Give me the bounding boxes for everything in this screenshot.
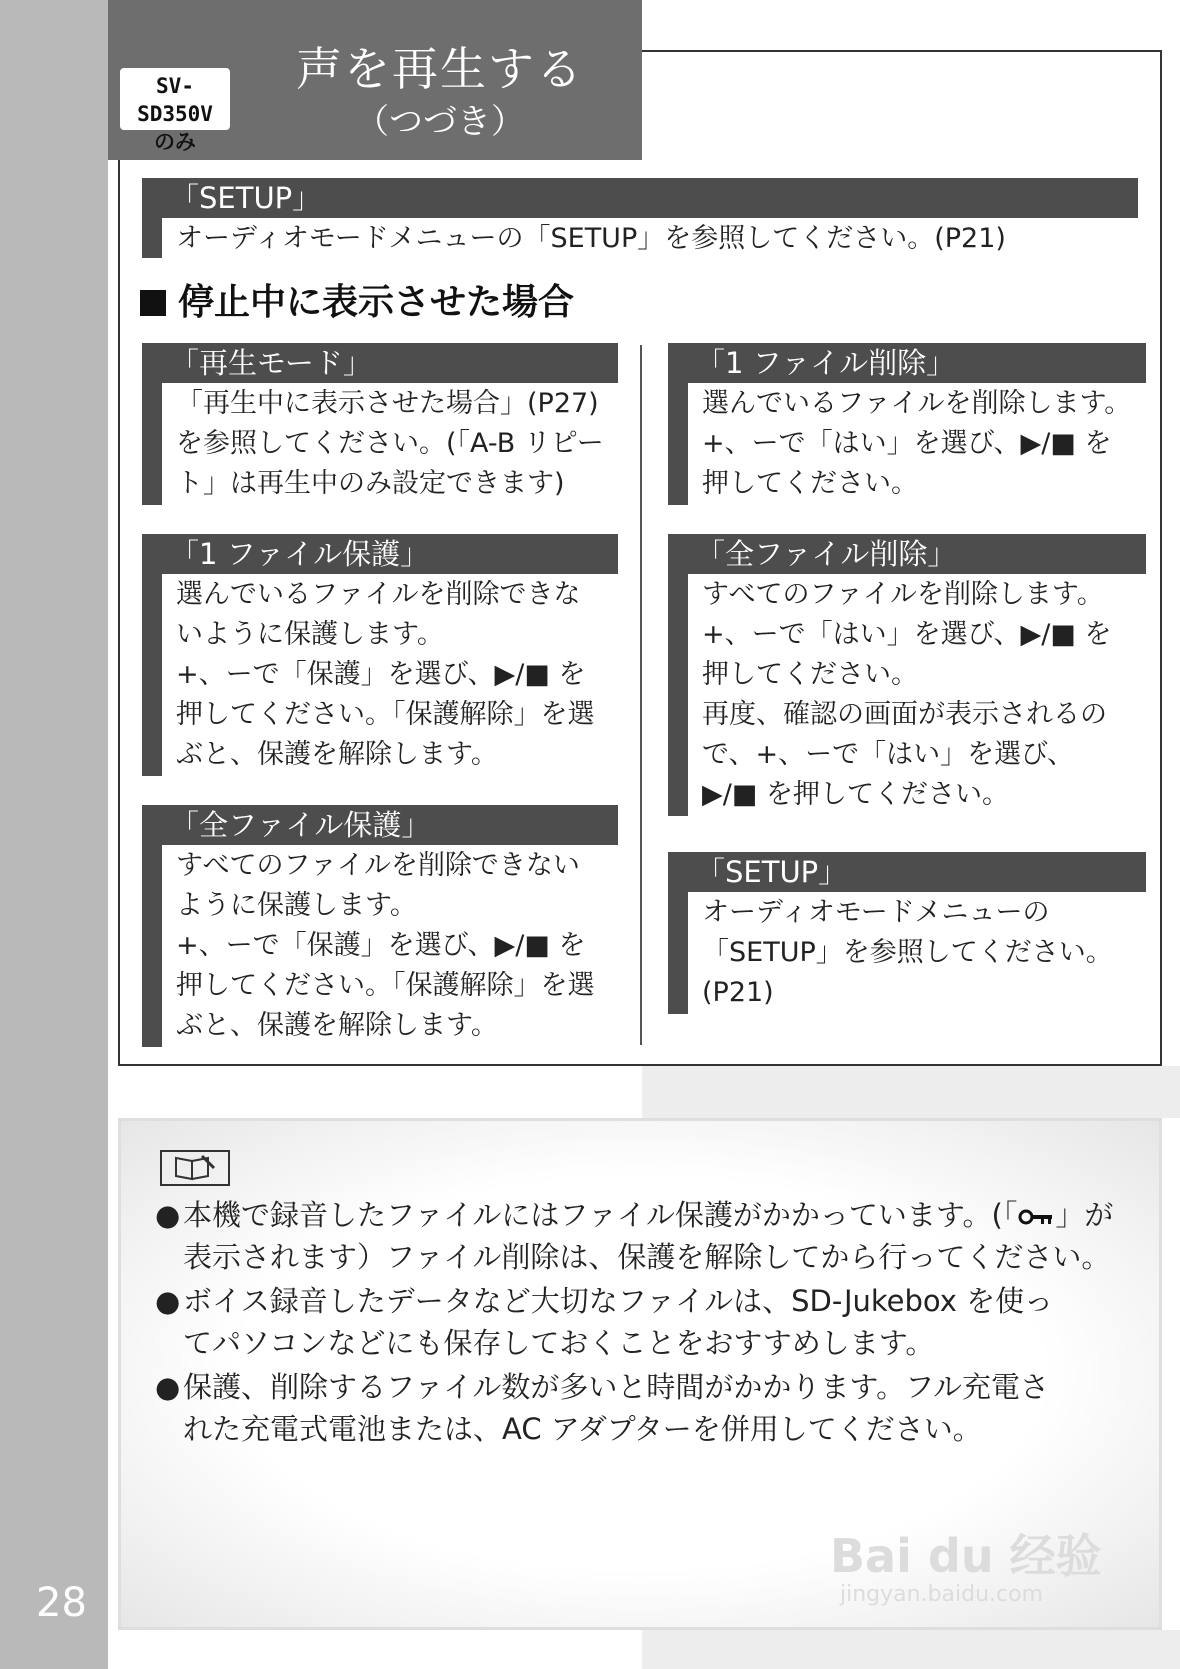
note-text: 保護、削除するファイル数が多いと時間がかかります。フル充電さ xyxy=(183,1370,1049,1404)
body-line: オーディオモードメニューの xyxy=(702,897,1050,928)
section-body-all-file-protect xyxy=(176,846,595,1046)
square-bullet-icon xyxy=(140,290,166,316)
note-text: れた充電式電池または、AC アダプターを併用してください。 xyxy=(183,1412,982,1446)
section-heading-play-mode: 「再生モード」 xyxy=(142,343,618,383)
section-heading-setup-right: 「SETUP」 xyxy=(668,852,1146,892)
bullet-icon: ● xyxy=(155,1198,181,1232)
column-divider xyxy=(640,345,642,1045)
model-badge xyxy=(120,68,230,154)
section-body-play-mode xyxy=(176,384,604,504)
background-patch xyxy=(642,0,1180,50)
body-line: ように保護します。 xyxy=(176,890,417,921)
note-text: 本機で録音したファイルにはファイル保護がかかっています。(「 xyxy=(183,1198,1018,1232)
bullet-icon: ● xyxy=(155,1370,181,1404)
body-line: +、ーで「保護」を選び、▶/■ を xyxy=(176,659,586,690)
section-bar xyxy=(668,892,688,1014)
body-line: 押してください。「保護解除」を選 xyxy=(176,970,595,1001)
background-patch xyxy=(642,1630,1180,1669)
section-bar xyxy=(142,218,162,258)
page-number: 28 xyxy=(36,1580,87,1626)
body-line: ▶/■ を押してください。 xyxy=(702,779,1009,810)
note-item xyxy=(155,1366,1049,1450)
body-line: 再度、確認の画面が表示されるの xyxy=(702,699,1107,730)
body-line: ぶと、保護を解除します。 xyxy=(176,1010,498,1041)
section-body-one-file-delete xyxy=(702,384,1131,504)
body-line: 押してください。 xyxy=(702,468,918,499)
section-bar xyxy=(668,383,688,505)
body-line: 「SETUP」を参照してください。 xyxy=(702,937,1113,968)
body-line: (P21) xyxy=(702,977,774,1008)
note-text: てパソコンなどにも保存しておくことをおすすめします。 xyxy=(183,1326,935,1360)
body-line: 選んでいるファイルを削除できな xyxy=(176,579,581,610)
body-line: すべてのファイルを削除できない xyxy=(176,850,580,881)
stopped-heading xyxy=(140,274,574,325)
section-bar xyxy=(142,574,162,776)
section-body-setup-top xyxy=(176,219,1006,259)
note-text: ボイス録音したデータなど大切なファイルは、SD-Jukebox を使っ xyxy=(183,1284,1054,1318)
note-item xyxy=(155,1280,1053,1364)
section-body-one-file-protect xyxy=(176,575,595,775)
body-line: 「再生中に表示させた場合」(P27) xyxy=(176,388,599,419)
watermark-url: jingyan.baidu.com xyxy=(840,1582,1044,1607)
watermark-logo: Bai du 经验 xyxy=(830,1529,1102,1583)
model-name: SV-SD350V xyxy=(137,74,213,126)
body-line: で、+、ーで「はい」を選び、 xyxy=(702,739,1075,770)
background-patch xyxy=(642,1066,1180,1118)
body-line: オーディオモードメニューの「SETUP」を参照してください。(P21) xyxy=(176,223,1006,254)
section-bar xyxy=(142,383,162,505)
section-heading-one-file-delete: 「1 ファイル削除」 xyxy=(668,343,1146,383)
body-line: ト」は再生中のみ設定できます) xyxy=(176,468,565,499)
body-line: すべてのファイルを削除します。 xyxy=(702,579,1104,610)
model-only-label: のみ xyxy=(154,130,196,154)
bullet-icon: ● xyxy=(155,1284,181,1318)
body-line: +、ーで「はい」を選び、▶/■ を xyxy=(702,428,1112,459)
note-item xyxy=(155,1194,1113,1278)
section-heading-one-file-protect: 「1 ファイル保護」 xyxy=(142,534,618,574)
body-line: 押してください。「保護解除」を選 xyxy=(176,699,595,730)
key-icon xyxy=(1017,1208,1055,1226)
left-margin-strip xyxy=(0,0,108,1669)
body-line: ぶと、保護を解除します。 xyxy=(176,739,498,770)
body-line: +、ーで「保護」を選び、▶/■ を xyxy=(176,930,586,961)
section-bar xyxy=(668,574,688,816)
body-line: 押してください。 xyxy=(702,659,918,690)
section-body-all-file-delete xyxy=(702,575,1112,815)
body-line: を参照してください。(「A-B リピー xyxy=(176,428,604,459)
note-text: 表示されます）ファイル削除は、保護を解除してから行ってください。 xyxy=(183,1240,1111,1274)
body-line: いように保護します。 xyxy=(176,619,444,650)
section-bar xyxy=(142,845,162,1047)
page-title xyxy=(270,40,610,146)
note-text: 」が xyxy=(1055,1198,1114,1232)
body-line: +、ーで「はい」を選び、▶/■ を xyxy=(702,619,1112,650)
section-heading-setup-top: 「SETUP」 xyxy=(142,178,1138,218)
section-body-setup-right xyxy=(702,893,1113,1013)
section-heading-all-file-delete: 「全ファイル削除」 xyxy=(668,534,1146,574)
memo-book-icon xyxy=(160,1150,230,1186)
section-heading-all-file-protect: 「全ファイル保護」 xyxy=(142,805,618,845)
title-text: 声を再生する xyxy=(296,42,584,96)
stopped-heading-text: 停止中に表示させた場合 xyxy=(178,282,575,323)
body-line: 選んでいるファイルを削除します。 xyxy=(702,388,1132,419)
subtitle-text: （つづき） xyxy=(355,102,525,142)
